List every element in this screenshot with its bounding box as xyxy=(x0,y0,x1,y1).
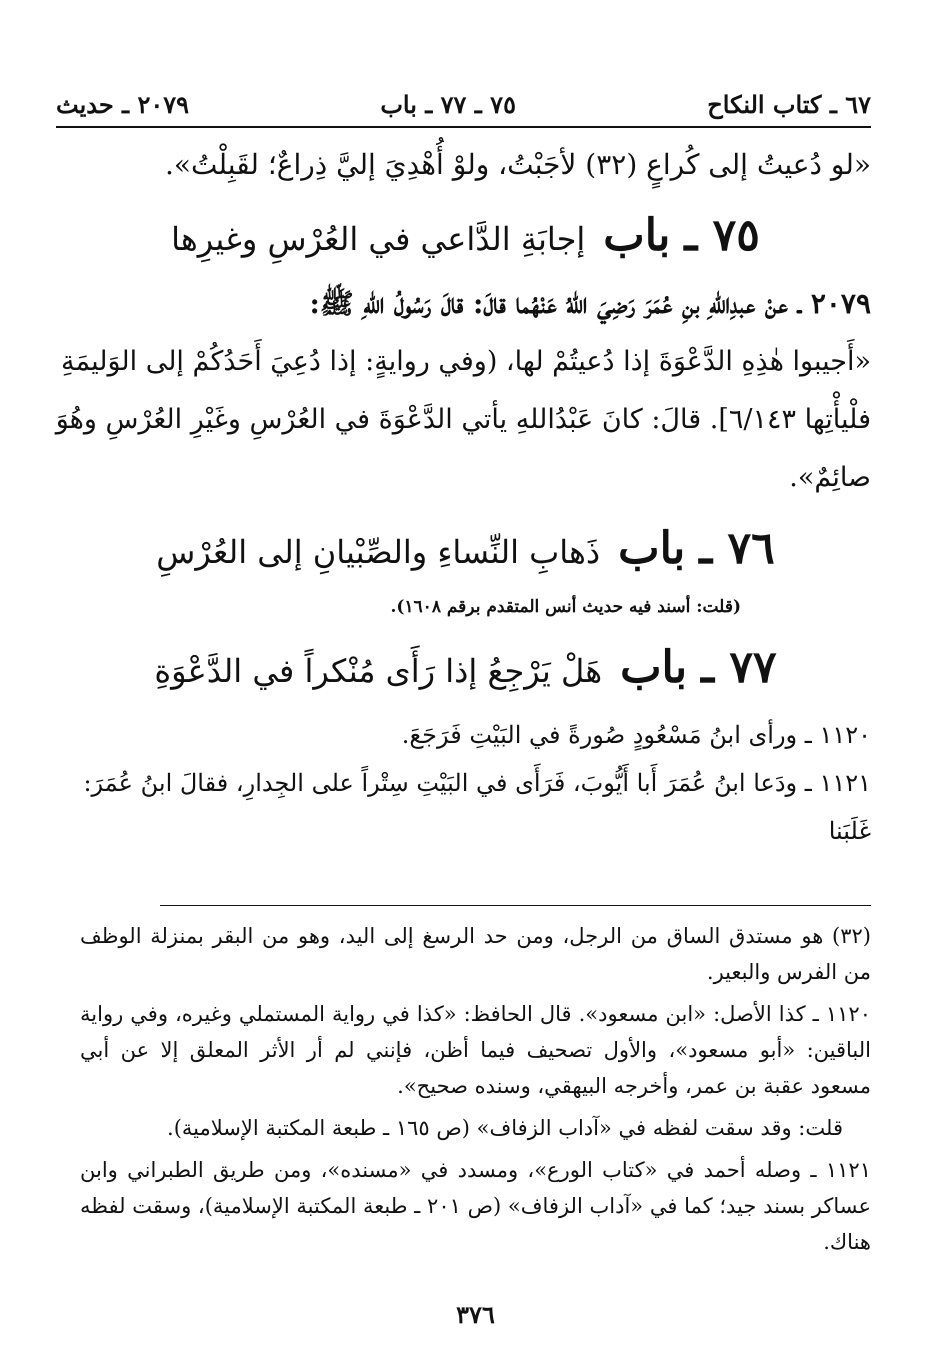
header-divider xyxy=(56,126,871,128)
footnote-32: (٣٢) هو مستدق الساق من الرجل، ومن حد الرسغ إلى اليد، وهو من البقر بمنزلة الوظف من الفرس والبعير. xyxy=(80,924,871,984)
athar-1121: ١١٢١ ـ ودَعا ابنُ عُمَرَ أَبا أَيُّوبَ، فَرَأَى في البَيْتِ سِتْراً على الجِدارِ، فقالَ ابنُ عُمَرَ: غَلَبَنا xyxy=(83,769,871,845)
hadith-2079-line: صائِمٌ». xyxy=(789,462,871,493)
athar-1120: ١١٢٠ ـ ورأى ابنُ مَسْعُودٍ صُورةً في البَيْتِ فَرَجَعَ. xyxy=(401,721,871,749)
chapter-word: باب xyxy=(620,642,688,693)
chapter-76-note: (قلت: أسند فيه حديث أنس المتقدم برقم ١٦٠٨). xyxy=(390,597,741,617)
header-book-title: ٦٧ ـ كتاب النكاح xyxy=(707,89,871,119)
footnote-1120: ١١٢٠ ـ كذا الأصل: «ابن مسعود». قال الحافظ: «كذا في رواية المستملي وغيره، وفي رواية الباقين: «أبو مسعود»، والأول تصحيف فيما أظن، فإنني لم أر الأثر المعلق إلا عن أبي مسعود عقبة بن عمر، وأخرجه البيهقي، وسنده صحيح». xyxy=(80,1002,871,1098)
running-header xyxy=(56,86,871,122)
main-text xyxy=(55,140,871,855)
chapter-word: باب xyxy=(603,210,671,261)
chapter-title: إجابَةِ الدَّاعي في العُرْسِ وغيرِها xyxy=(171,220,586,258)
page-number: ٣٧٦ xyxy=(456,1300,495,1329)
hadith-2079-intro: ٢٠٧٩ ـ عنْ عبدِاللهِ بنِ عُمَرَ رَضِيَ اللهُ عَنْهُما قالَ: قالَ رَسُولُ اللهِ ﷺ: xyxy=(309,287,871,320)
chapter-number: ٧٧ ـ xyxy=(701,642,777,693)
chapter-77-heading xyxy=(60,642,871,693)
hadith-2079-line: «أَجيبوا هٰذِهِ الدَّعْوَةَ إذا دُعيتُمْ لها، (وفي روايةٍ: إذا دُعِيَ أَحَدُكُمْ إلى الوَليمَةِ xyxy=(60,346,871,377)
chapter-number: ٧٦ ـ xyxy=(699,523,775,574)
footnote-1121: ١١٢١ ـ وصله أحمد في «كتاب الورع»، ومسدد في «مسنده»، ومن طريق الطبراني وابن عساكر بسند جيد؛ كما في «آداب الزفاف» (ص ٢٠١ ـ طبعة المكتبة الإسلامية)، وسقت لفظه هناك. xyxy=(80,1158,871,1254)
hadith-2079-line: فلْيأْتِها ٦/١٤٣]. قالَ: كانَ عَبْدُاللهِ يأتي الدَّعْوَةَ في العُرْسِ وغَيْرِ العُرْسِ وهُوَ xyxy=(55,404,871,435)
chapter-title: هَلْ يَرْجِعُ إذا رَأَى مُنْكراً في الدَّعْوَةِ xyxy=(154,652,603,690)
chapter-word: باب xyxy=(618,523,686,574)
chapter-number: ٧٥ ـ xyxy=(684,210,760,261)
header-chapter-range: ٧٥ ـ ٧٧ ـ باب xyxy=(380,89,516,119)
chapter-title: ذَهابِ النِّساءِ والصِّبْيانِ إلى العُرْسِ xyxy=(156,533,601,571)
opening-line: «لو دُعيتُ إلى كُراعٍ (٣٢) لأجَبْتُ، ولوْ أُهْدِيَ إليَّ ذِراعٌ؛ لقَبِلْتُ». xyxy=(165,148,871,181)
footnote-1120-comment: قلت: وقد سقت لفظه في «آداب الزفاف» (ص ١٦٥ ـ طبعة المكتبة الإسلامية). xyxy=(167,1116,843,1140)
footnote-divider xyxy=(160,905,871,906)
chapter-75-heading xyxy=(60,210,871,261)
chapter-76-heading xyxy=(60,523,871,574)
footnotes xyxy=(80,918,871,1266)
header-hadith-number: ٢٠٧٩ ـ حديث xyxy=(56,89,189,119)
